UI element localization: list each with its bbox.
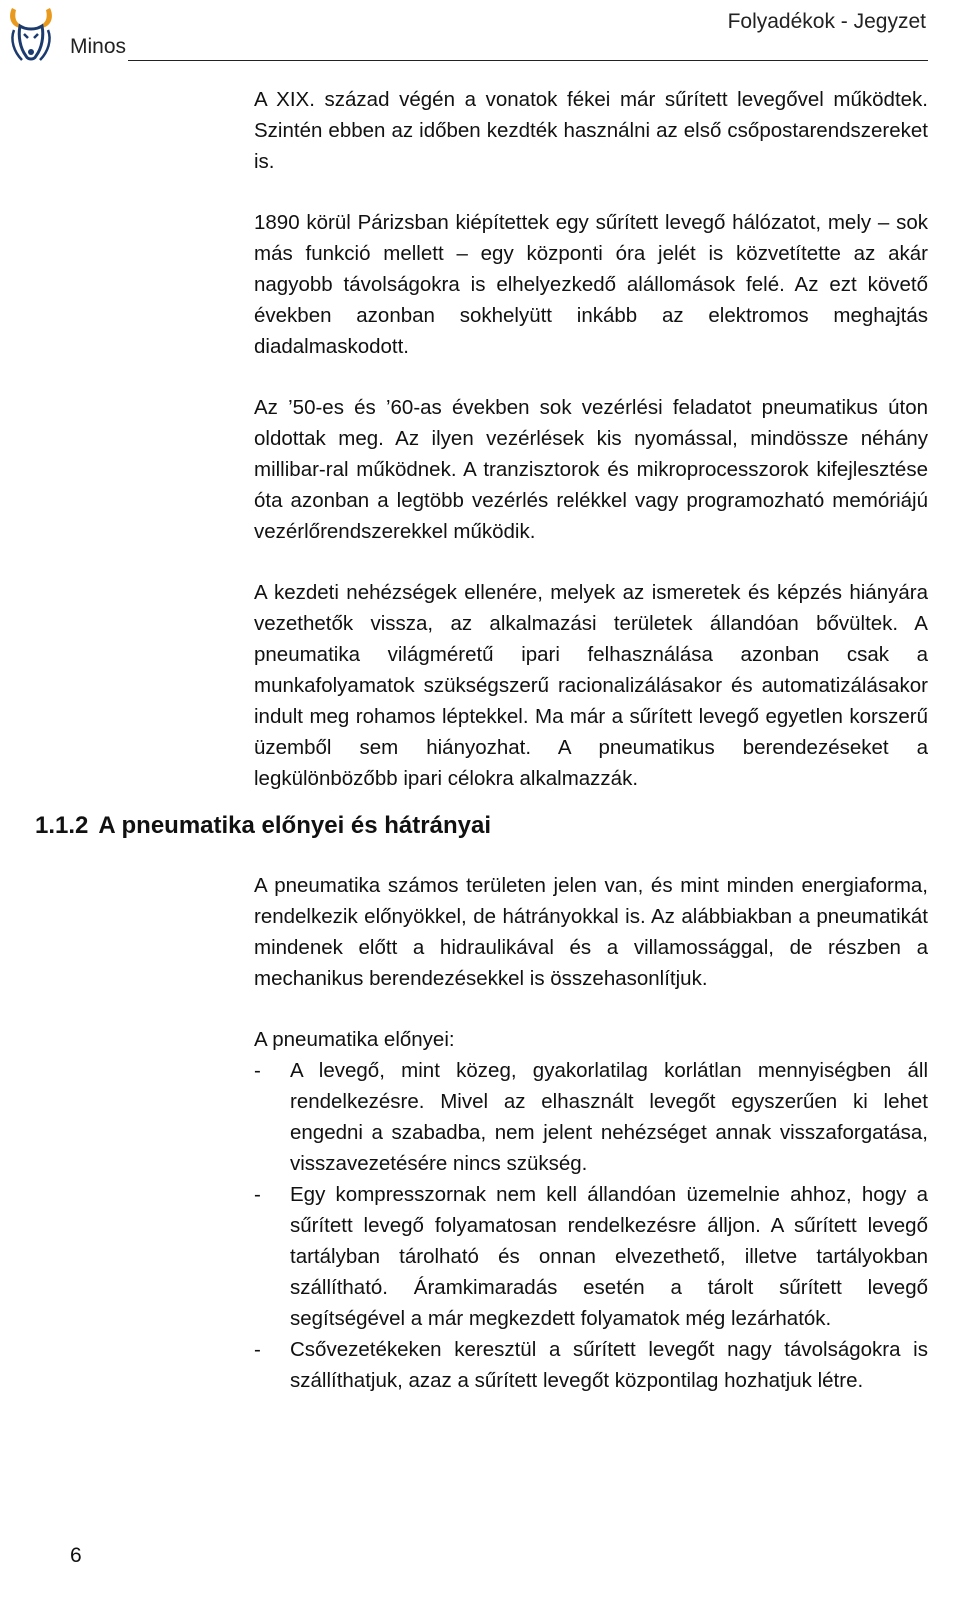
list-item-text: Csővezetékeken keresztül a sűrített levegőt nagy távolságokra is szállíthatjuk, azaz a sűrített levegőt központilag hozhatjuk létre. (290, 1338, 928, 1392)
page-number: 6 (70, 1544, 82, 1567)
bull-head-logo-icon (6, 4, 56, 64)
section-body (254, 870, 928, 1396)
list-item (254, 1334, 928, 1396)
bullet-dash: - (254, 1183, 261, 1206)
document-title: Folyadékok - Jegyzet (727, 10, 926, 33)
section-heading (35, 812, 491, 840)
list-item-text: Egy kompresszornak nem kell állandóan üzemelnie ahhoz, hogy a sűrített levegő folyamatosan rendelkezésre álljon. A sűrített levegő tartályban tárolható és onnan elvezethető, illetve tartályokban szállítható. Áramkimaradás esetén a tárolt sűrített levegő segítségével a már megkezdett folyamatok még lezárhatók. (290, 1183, 928, 1330)
list-item (254, 1179, 928, 1334)
bullet-dash: - (254, 1059, 261, 1082)
advantages-list (254, 1055, 928, 1396)
list-item (254, 1055, 928, 1179)
header-rule (128, 60, 928, 61)
body-text (254, 84, 928, 794)
paragraph-4: A kezdeti nehézségek ellenére, melyek az ismeretek és képzés hiányára vezethetők vissza, az alkalmazási területek állandóan bővültek. A pneumatika világméretű ipari felhasználása azonban csak a munkafolyamatok szükségszerű racionalizálásakor és automatizálásakor indult meg rohamos léptekkel. Ma már a sűrített levegő egyetlen korszerű üzemből sem hiányozhat. A pneumatikus berendezéseket a legkülönbözőbb ipari célokra alkalmazzák. (254, 581, 928, 790)
paragraph-2: 1890 körül Párizsban kiépítettek egy sűrített levegő hálózatot, mely – sok más funkció mellett – egy központi óra jelét is közvetítette az akár nagyobb távolságokra is elhelyezkedő alállomások felé. Az ezt követő években azonban sokhelyütt inkább az elektromos meghajtás diadalmaskodott. (254, 211, 928, 358)
advantages-label: A pneumatika előnyei: (254, 1028, 455, 1051)
paragraph-1: A XIX. század végén a vonatok fékei már sűrített levegővel működtek. Szintén ebben az időben kezdték használni az első csőpostarendszereket is. (254, 88, 928, 173)
bullet-dash: - (254, 1338, 261, 1361)
page-header (0, 0, 960, 70)
section-intro: A pneumatika számos területen jelen van, és mint minden energiaforma, rendelkezik előnyökkel, de hátrányokkal is. Az alábbiakban a pneumatikát mindenek előtt a hidraulikával és a villamossággal, de részben a mechanikus berendezésekkel is összehasonlítjuk. (254, 874, 928, 990)
section-title: A pneumatika előnyei és hátrányai (98, 812, 491, 839)
section-number: 1.1.2 (35, 812, 89, 839)
brand-name: Minos (70, 35, 127, 58)
paragraph-3: Az ’50-es és ’60-as években sok vezérlési feladatot pneumatikus úton oldottak meg. Az ilyen vezérlések kis nyomással, mindössze néhány millibar-ral működnek. A tranzisztorok és mikroprocesszorok kifejlesztése óta azonban a legtöbb vezérlés relékkel vagy programozható memóriájú vezérlőrendszerekkel működik. (254, 396, 928, 543)
list-item-text: A levegő, mint közeg, gyakorlatilag korlátlan mennyiségben áll rendelkezésre. Mivel az elhasznált levegőt egyszerűen ki lehet engedni a szabadba, nem jelent nehézséget annak visszaforgatása, visszavezetésére nincs szükség. (290, 1059, 928, 1175)
